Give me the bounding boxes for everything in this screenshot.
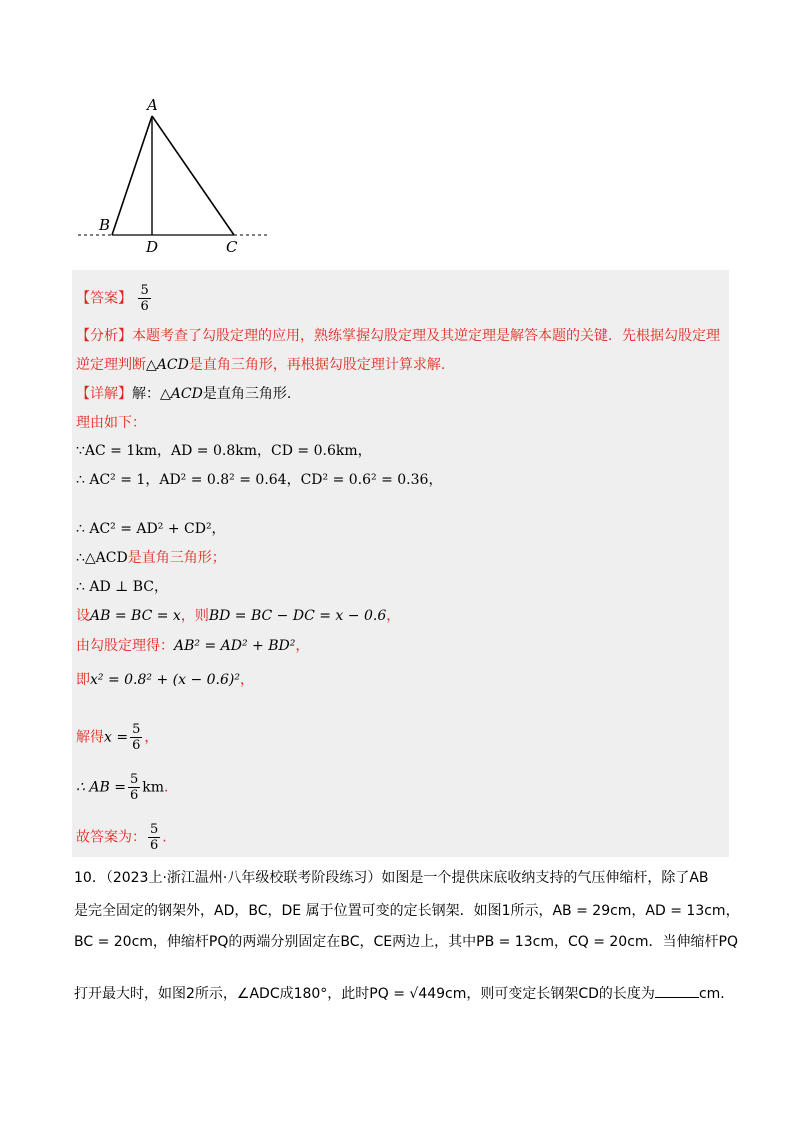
answer-row [76, 283, 153, 314]
detail-line-12: ∴ AB = $\frac{5}{6}$ km. [76, 772, 169, 803]
question-line-1: 10．（2023上·浙江温州·八年级校联考阶段练习）如图是一个提供床底收纳支持的气压伸缩杆，除了AB [74, 870, 709, 886]
analysis-line-2: 逆定理判断△ACD是直角三角形，再根据勾股定理计算求解. [76, 357, 446, 373]
detail-line-13: 故答案为： $\frac{5}{6}$ . [76, 822, 167, 853]
answer-blank[interactable] [655, 983, 699, 998]
question-line-2: 是完全固定的钢架外，AD，BC，DE 属于位置可变的定长钢架．如图1所示，AB = 29cm，AD = 13cm， [74, 903, 740, 919]
detail-label: 【详解】 [76, 386, 132, 402]
answer-label: 【答案】 [76, 290, 132, 307]
detail-line-6: ∴△ACD是直角三角形； [76, 550, 226, 566]
segment-ab [112, 116, 152, 235]
detail-line-2: 理由如下： [76, 415, 146, 431]
analysis-label: 【分析】 [76, 328, 132, 344]
answer-fraction: $\frac{5}{6}$ [140, 283, 149, 314]
detail-line-7: ∴ AD ⊥ BC， [76, 579, 169, 595]
segment-ac [152, 116, 234, 235]
question-line-4: 打开最大时，如图2所示，∠ADC成180°，此时PQ = √449cm，则可变定长钢架CD的长度为 cm. [74, 983, 725, 1004]
point-label-d: D [146, 238, 159, 256]
point-label-a: A [147, 96, 158, 114]
triangle-figure [70, 92, 280, 262]
detail-line-1: 【详解】解：△ACD是直角三角形. [76, 386, 292, 402]
detail-line-4: ∴ AC² = 1，AD² = 0.8² = 0.64，CD² = 0.6² = 0.36， [76, 472, 443, 488]
question-line-3: BC = 20cm，伸缩杆PQ的两端分别固定在BC，CE两边上，其中PB = 13cm，CQ = 20cm．当伸缩杆PQ [74, 934, 738, 950]
point-label-b: B [99, 216, 111, 234]
detail-line-11: 解得x = $\frac{5}{6}$ ， [76, 722, 159, 753]
detail-line-10: 即x² = 0.8² + (x − 0.6)²， [76, 672, 254, 688]
detail-line-3: ∵AC = 1km，AD = 0.8km，CD = 0.6km， [76, 443, 372, 459]
analysis-line-1: 【分析】本题考查了勾股定理的应用，熟练掌握勾股定理及其逆定理是解答本题的关键．先根据勾股定理 [76, 328, 720, 344]
point-label-c: C [226, 238, 238, 256]
detail-line-8: 设AB = BC = x，则BD = BC − DC = x − 0.6， [76, 608, 401, 624]
detail-line-5: ∴ AC² = AD² + CD²， [76, 521, 226, 537]
detail-line-9: 由勾股定理得：AB² = AD² + BD²， [76, 638, 310, 654]
